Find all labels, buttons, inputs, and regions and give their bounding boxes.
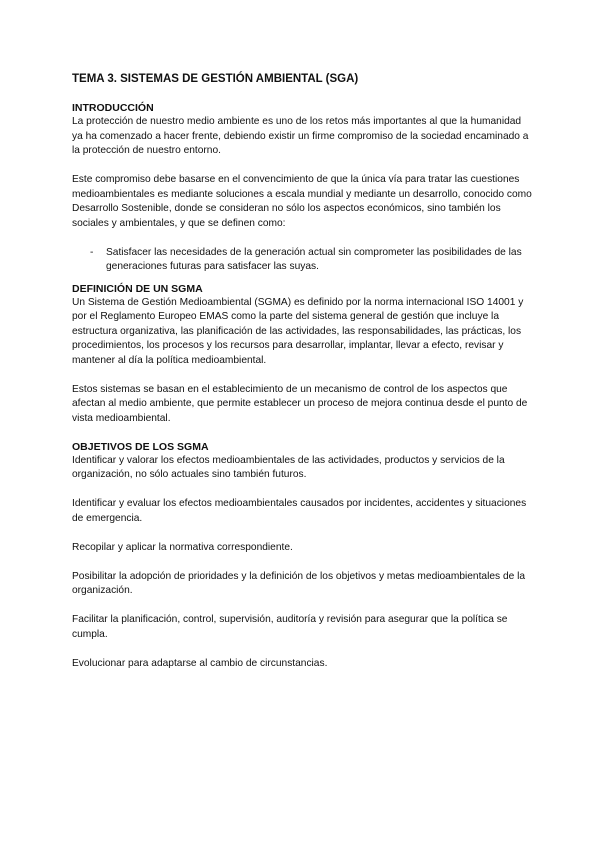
section-heading: OBJETIVOS DE LOS SGMA <box>72 440 209 453</box>
paragraph: Recopilar y aplicar la normativa correspondiente. <box>72 541 293 553</box>
paragraph: Identificar y valorar los efectos medioambientales de las actividades, productos y servicios de la organización, no sólo actuales sino también futuros. <box>72 454 505 480</box>
paragraph: Identificar y evaluar los efectos medioambientales causados por incidentes, accidentes y situaciones de emergencia. <box>72 498 527 524</box>
paragraph: Evolucionar para adaptarse al cambio de circunstancias. <box>72 657 328 669</box>
section-introduccion <box>72 102 532 275</box>
bullet-text: Satisfacer las necesidades de la generación actual sin comprometer las posibilidades de las generaciones futuras para satisfacer las suyas. <box>106 246 522 272</box>
bullet-marker: - <box>90 246 94 258</box>
paragraph: Un Sistema de Gestión Medioambiental (SGMA) es definido por la norma internacional ISO 14001 y por el Reglamento Europeo EMAS como la parte del sistema general de gestión que incluye la estructura organizativa, las planificación de las actividades, las responsabilidades, las prácticas, los procedimientos, los procesos y los recursos para desarrollar, implantar, llevar a efecto, revisar y mantener al día la política medioambiental. <box>72 296 524 366</box>
section-heading: INTRODUCCIÓN <box>72 102 154 114</box>
section-definicion <box>72 283 532 427</box>
paragraph: Facilitar la planificación, control, supervisión, auditoría y revisión para asegurar que la política se cumpla. <box>72 614 508 640</box>
bullet-item <box>72 246 532 275</box>
paragraph: La protección de nuestro medio ambiente es uno de los retos más importantes al que la humanidad ya ha comenzado a hacer frente, debiendo existir un firme compromiso de la sociedad encaminado a la protección de nuestro entorno. <box>72 116 529 156</box>
document-page <box>72 72 532 686</box>
paragraph: Estos sistemas se basan en el establecimiento de un mecanismo de control de los aspectos que afectan al medio ambiente, que permite establecer un proceso de mejora continua desde el punto de vista medioambiental. <box>72 383 528 424</box>
section-heading: DEFINICIÓN DE UN SGMA <box>72 282 203 295</box>
paragraph: Posibilitar la adopción de prioridades y la definición de los objetivos y metas medioambientales de la organización. <box>72 570 526 596</box>
paragraph: Este compromiso debe basarse en el convencimiento de que la única vía para tratar las cuestiones medioambientales es mediante soluciones a escala mundial y mediante un desarrollo, conocido como Desarrollo Sostenible, donde se consideran no sólo los aspectos económicos, sino también los sociales y ambientales, y que se definen como: <box>72 174 532 229</box>
document-title: TEMA 3. SISTEMAS DE GESTIÓN AMBIENTAL (SGA) <box>72 73 359 85</box>
section-objetivos <box>72 441 532 672</box>
